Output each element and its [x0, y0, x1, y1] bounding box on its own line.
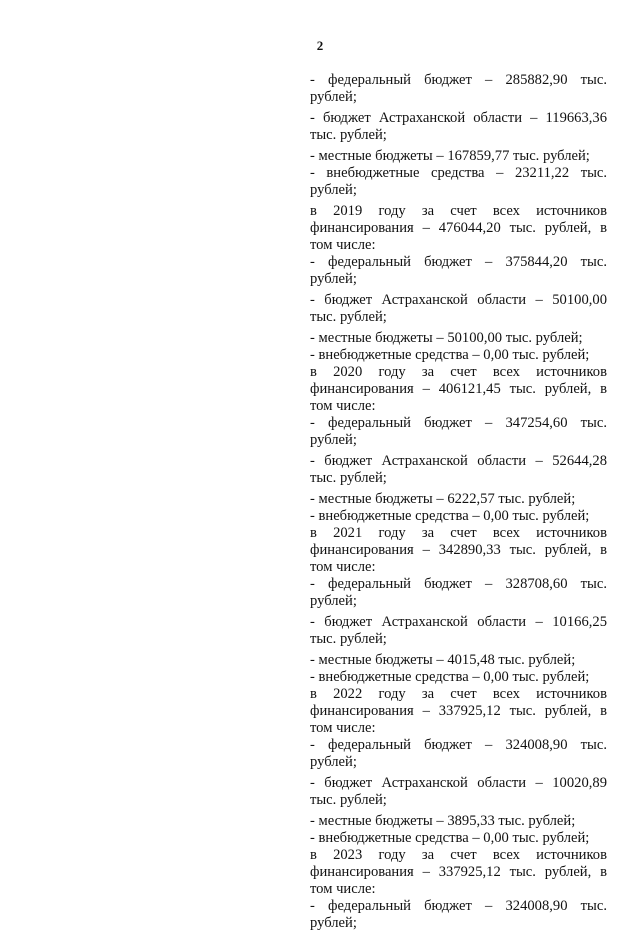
- paragraph: - федеральный бюджет – 285882,90 тыс. рублей;: [310, 72, 607, 105]
- paragraph: - местные бюджеты – 4015,48 тыс. рублей;: [310, 652, 576, 668]
- paragraph: - внебюджетные средства – 0,00 тыс. рублей;: [310, 669, 590, 685]
- paragraph: - федеральный бюджет – 347254,60 тыс. рублей;: [310, 415, 607, 448]
- paragraph: - местные бюджеты – 167859,77 тыс. рублей;: [310, 148, 590, 164]
- text-column: [310, 72, 607, 932]
- paragraph: - бюджет Астраханской области – 50100,00 тыс. рублей;: [310, 292, 607, 325]
- paragraph: - федеральный бюджет – 375844,20 тыс. рублей;: [310, 254, 607, 287]
- paragraph: - бюджет Астраханской области – 10166,25 тыс. рублей;: [310, 614, 607, 647]
- paragraph: - местные бюджеты – 6222,57 тыс. рублей;: [310, 491, 576, 507]
- paragraph: в 2020 году за счет всех источников финансирования – 406121,45 тыс. рублей, в том числе:: [310, 364, 607, 414]
- paragraph: - внебюджетные средства – 0,00 тыс. рублей;: [310, 347, 590, 363]
- paragraph: - внебюджетные средства – 0,00 тыс. рублей;: [310, 508, 590, 524]
- paragraph: - федеральный бюджет – 328708,60 тыс. рублей;: [310, 576, 607, 609]
- paragraph: - местные бюджеты – 3895,33 тыс. рублей;: [310, 813, 576, 829]
- paragraph: - бюджет Астраханской области – 52644,28 тыс. рублей;: [310, 453, 607, 486]
- paragraph: - внебюджетные средства – 23211,22 тыс. рублей;: [310, 165, 607, 198]
- paragraph: в 2023 году за счет всех источников финансирования – 337925,12 тыс. рублей, в том числе:: [310, 847, 607, 897]
- paragraph: - внебюджетные средства – 0,00 тыс. рублей;: [310, 830, 590, 846]
- paragraph: - федеральный бюджет – 324008,90 тыс. рублей;: [310, 898, 607, 931]
- paragraph: - бюджет Астраханской области – 119663,36 тыс. рублей;: [310, 110, 607, 143]
- page-number: 2: [316, 38, 324, 53]
- paragraph: в 2021 году за счет всех источников финансирования – 342890,33 тыс. рублей, в том числе:: [310, 525, 607, 575]
- paragraph: - бюджет Астраханской области – 10020,89 тыс. рублей;: [310, 775, 607, 808]
- paragraph: - местные бюджеты – 50100,00 тыс. рублей;: [310, 330, 583, 346]
- paragraph: - федеральный бюджет – 324008,90 тыс. рублей;: [310, 737, 607, 770]
- paragraph: в 2022 году за счет всех источников финансирования – 337925,12 тыс. рублей, в том числе:: [310, 686, 607, 736]
- paragraph: в 2019 году за счет всех источников финансирования – 476044,20 тыс. рублей, в том числе:: [310, 203, 607, 253]
